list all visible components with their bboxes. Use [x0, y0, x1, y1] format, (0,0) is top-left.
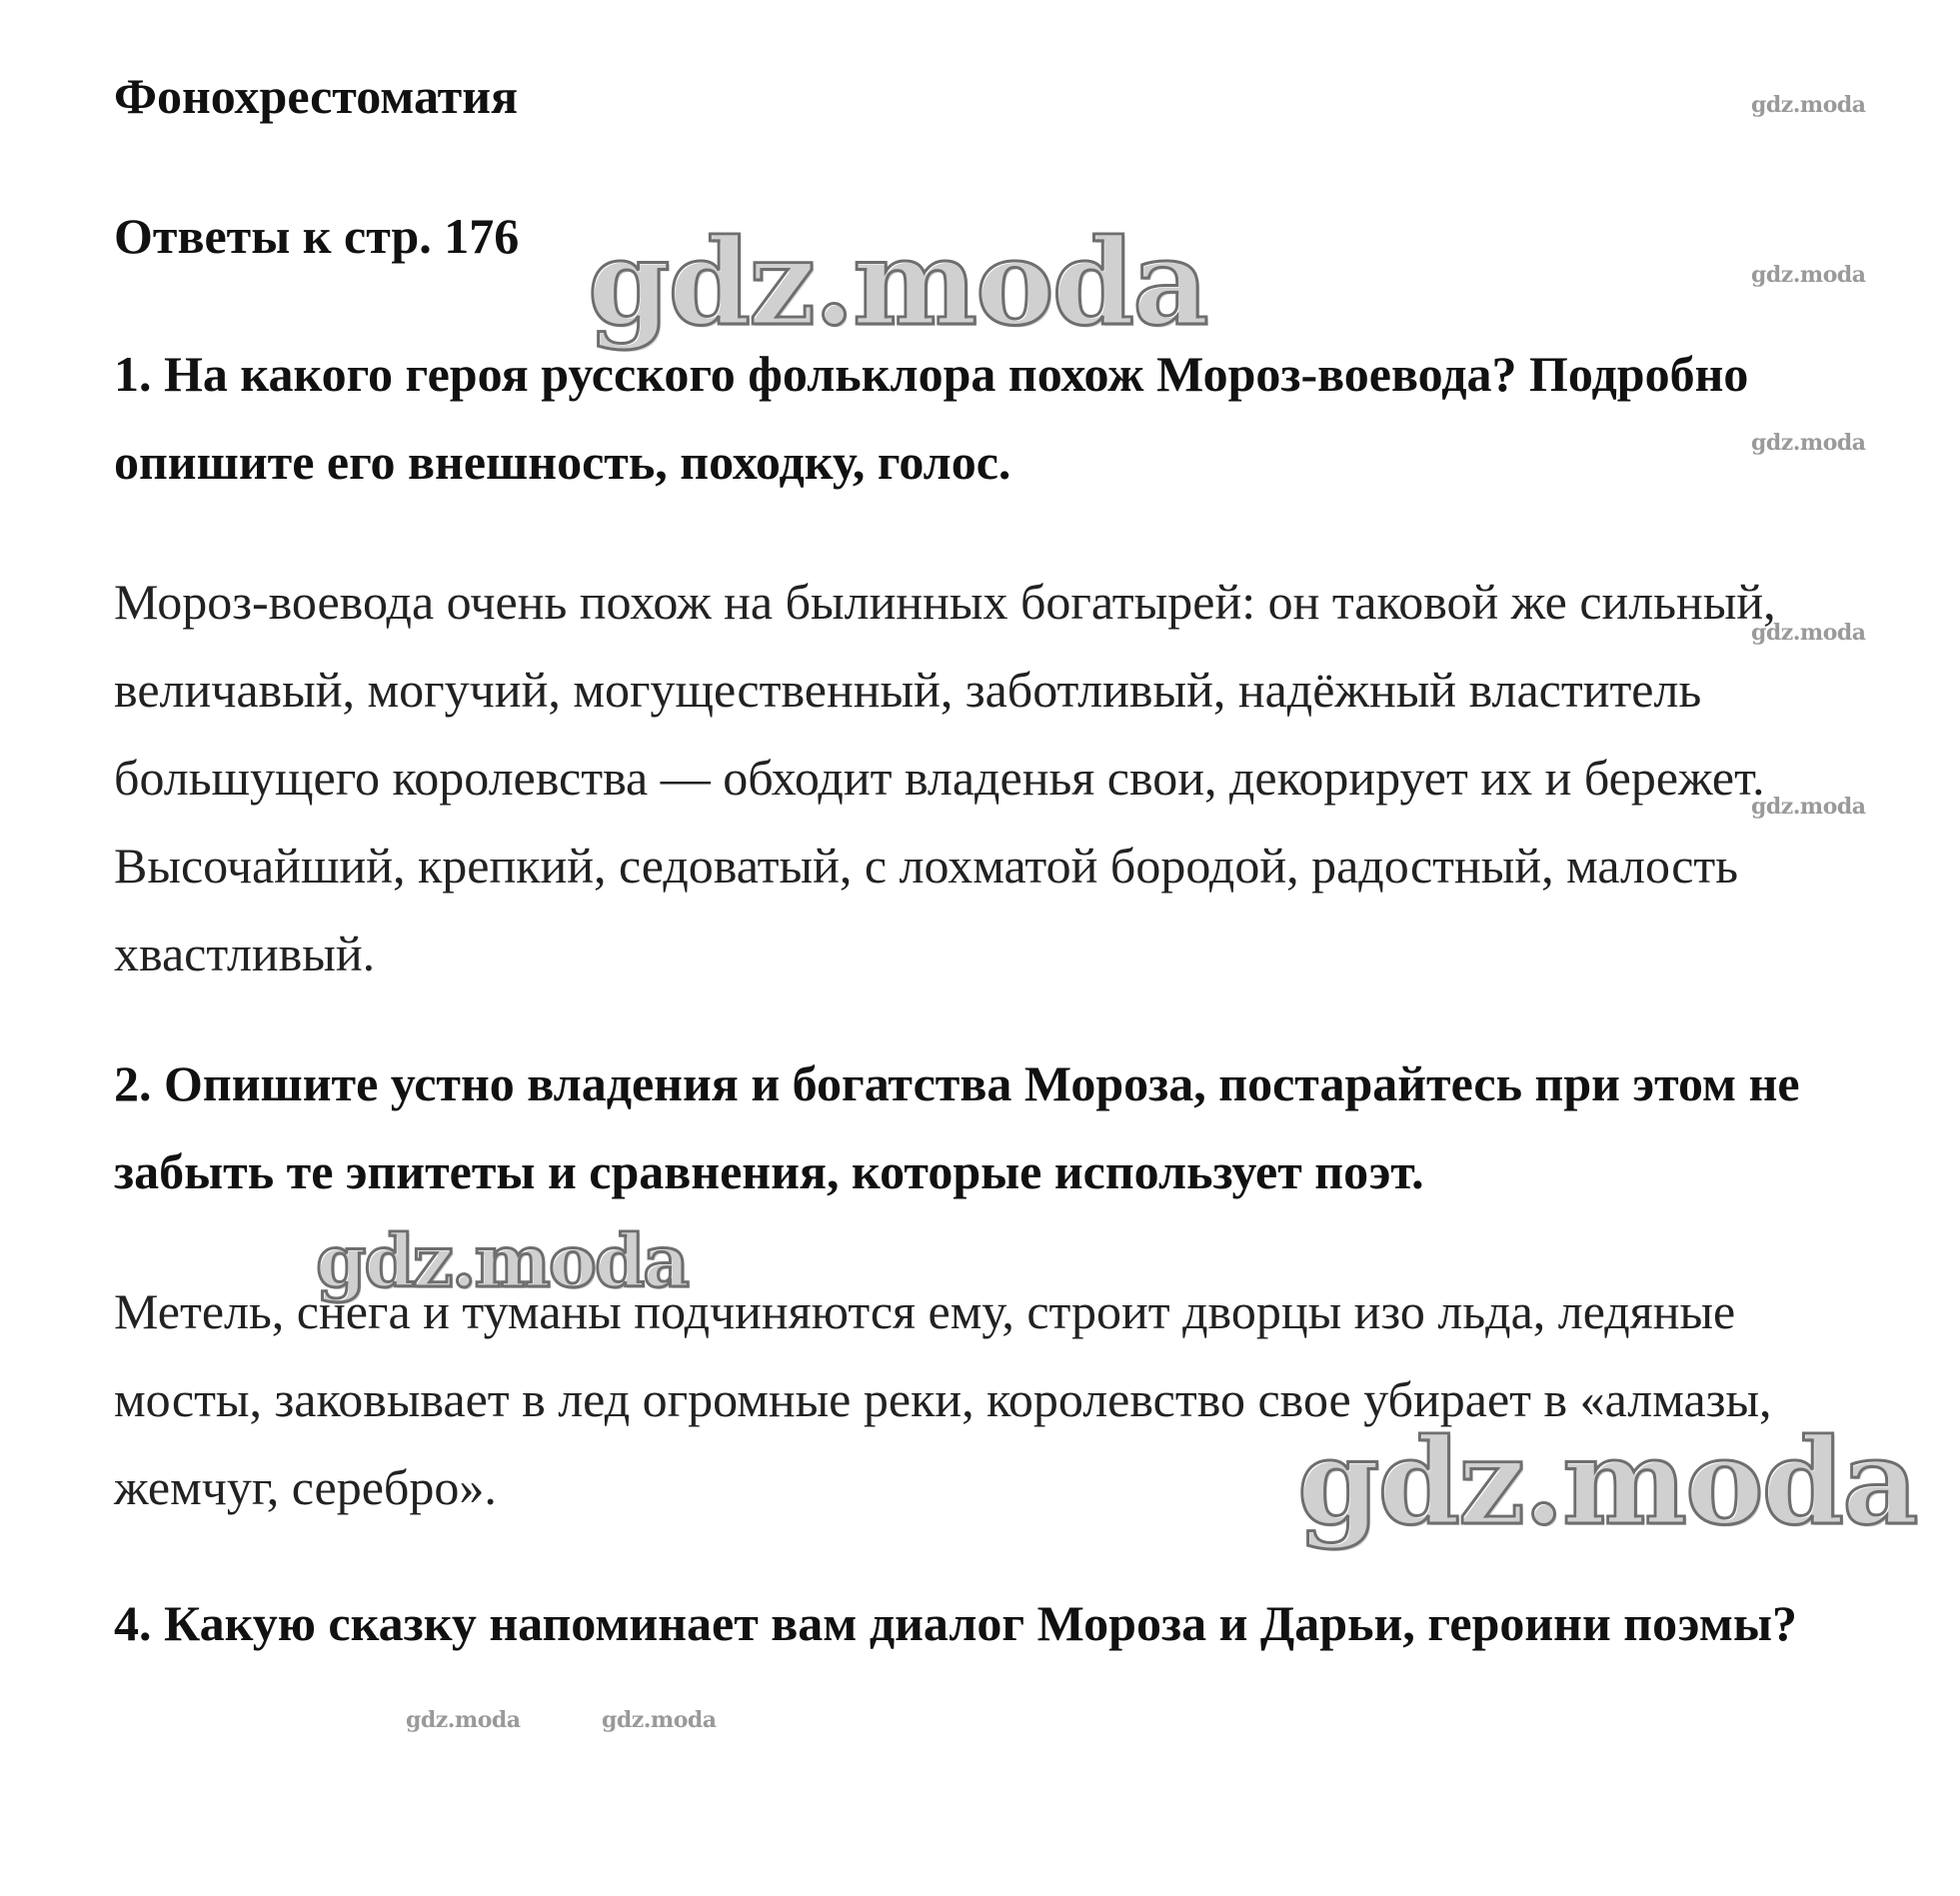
watermark: gdz.moda — [1751, 794, 1866, 820]
answer-2: Метель, снега и туманы подчиняются ему, строит дворцы изо льда, ледяные мосты, заковывает в лед огромные реки, королевство свое убирает в «алмазы, жемчуг, серебро». — [114, 1283, 1772, 1515]
question-2: 2. Опишите устно владения и богатства Мороза, постарайтесь при этом не забыть те эпитеты и сравнения, которые использует поэт. — [114, 1055, 1800, 1199]
page-title: Фонохрестоматия — [114, 68, 519, 124]
watermark: gdz.moda — [406, 1707, 521, 1733]
watermark: gdz.moda — [602, 1707, 717, 1733]
watermark: gdz.moda — [1751, 262, 1866, 288]
question-1: 1. На какого героя русского фольклора похож Мороз-воевода? Подробно опишите его внешность, походку, голос. — [114, 346, 1749, 490]
watermark: gdz.moda — [316, 1218, 688, 1303]
watermark: gdz.moda — [1297, 1412, 1917, 1551]
watermark: gdz.moda — [1751, 92, 1866, 118]
watermark: gdz.moda — [1751, 620, 1866, 646]
question-4: 4. Какую сказку напоминает вам диалог Мороза и Дарьи, героини поэмы? — [114, 1595, 1797, 1651]
watermark: gdz.moda — [588, 213, 1207, 352]
page-subtitle: Ответы к стр. 176 — [114, 208, 520, 264]
watermark: gdz.moda — [1751, 430, 1866, 456]
answer-1: Мороз-воевода очень похож на былинных богатырей: он таковой же сильный, величавый, могучий, могущественный, заботливый, надёжный властитель большущего королевства — обходит владенья свои, декорирует их и бережет. Высочайший, крепкий, седоватый, с лохматой бородой, радостный, малость хвастливый. — [114, 574, 1776, 981]
